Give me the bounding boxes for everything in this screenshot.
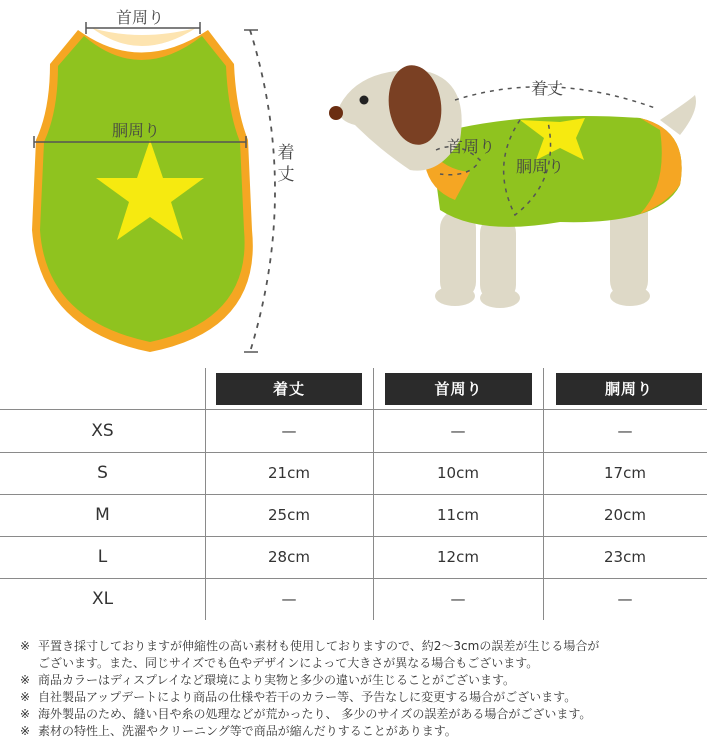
note-text: 海外製品のため、縫い目や糸の処理などが荒かったり、 多少のサイズの誤差がある場合がございます。 <box>38 707 592 721</box>
dog-drawing <box>329 62 696 308</box>
illustration-graphic <box>0 0 707 365</box>
chest-value: 17cm <box>604 464 646 482</box>
note-item <box>20 689 700 706</box>
table-row <box>0 494 707 537</box>
neck-value: — <box>450 590 466 608</box>
length-value: 25cm <box>268 506 310 524</box>
column-divider <box>205 368 206 620</box>
header-length: 着丈 <box>216 373 362 405</box>
table-row <box>0 578 707 620</box>
size-label: XL <box>91 589 114 609</box>
neck-value: — <box>450 422 466 440</box>
flat-neck-label: 首周り <box>116 8 165 27</box>
flat-length-label <box>276 142 296 186</box>
note-item <box>20 723 700 740</box>
length-value: — <box>281 422 297 440</box>
note-item <box>20 672 700 689</box>
note-mark: ※ <box>20 690 31 704</box>
flat-length-char-2: 丈 <box>277 165 295 185</box>
note-mark: ※ <box>20 724 31 738</box>
flat-length-char-1: 着 <box>277 143 295 163</box>
chest-value: — <box>617 590 633 608</box>
note-text: ございます。また、同じサイズでも色やデザインによって大きさが異なる場合もございます。 <box>38 656 539 670</box>
note-item <box>20 638 700 672</box>
note-text: 平置き採寸しておりますが伸縮性の高い素材も使用しておりますので、約2〜3cmの誤差が生じる場合が <box>38 639 600 653</box>
table-row <box>0 410 707 453</box>
size-label: S <box>97 463 108 483</box>
table-header-row <box>0 368 707 410</box>
dog-length-label: 着丈 <box>531 79 564 98</box>
table-row <box>0 452 707 495</box>
chest-value: 23cm <box>604 548 646 566</box>
neck-value: 11cm <box>437 506 479 524</box>
size-label: M <box>95 505 110 525</box>
flat-shirt-drawing <box>32 22 275 352</box>
column-divider <box>373 368 374 620</box>
note-text: 素材の特性上、洗濯やクリーニング等で商品が縮んだりすることがあります。 <box>38 724 457 738</box>
header-chest: 胴周り <box>556 373 702 405</box>
neck-value: 10cm <box>437 464 479 482</box>
column-divider <box>543 368 544 620</box>
length-value: — <box>281 590 297 608</box>
dog-chest-label: 胴周り <box>516 157 565 176</box>
flat-chest-label: 胴周り <box>112 121 161 140</box>
header-neck: 首周り <box>385 373 532 405</box>
note-text: 自社製品アップデートにより商品の仕様や若干のカラー等、予告なしに変更する場合がございます。 <box>38 690 577 704</box>
size-label: XS <box>91 421 114 441</box>
chest-value: — <box>617 422 633 440</box>
dog-neck-label: 首周り <box>447 137 496 156</box>
note-mark: ※ <box>20 673 31 687</box>
length-value: 21cm <box>268 464 310 482</box>
size-label: L <box>97 547 108 567</box>
table-row <box>0 536 707 579</box>
notes-section <box>20 638 700 740</box>
chest-value: 20cm <box>604 506 646 524</box>
note-item <box>20 706 700 723</box>
length-value: 28cm <box>268 548 310 566</box>
note-mark: ※ <box>20 707 31 721</box>
neck-value: 12cm <box>437 548 479 566</box>
note-mark: ※ <box>20 639 31 653</box>
size-illustration <box>0 0 707 365</box>
note-text: 商品カラーはディスプレイなど環境により実物と多少の違いが生じることがございます。 <box>38 673 516 687</box>
